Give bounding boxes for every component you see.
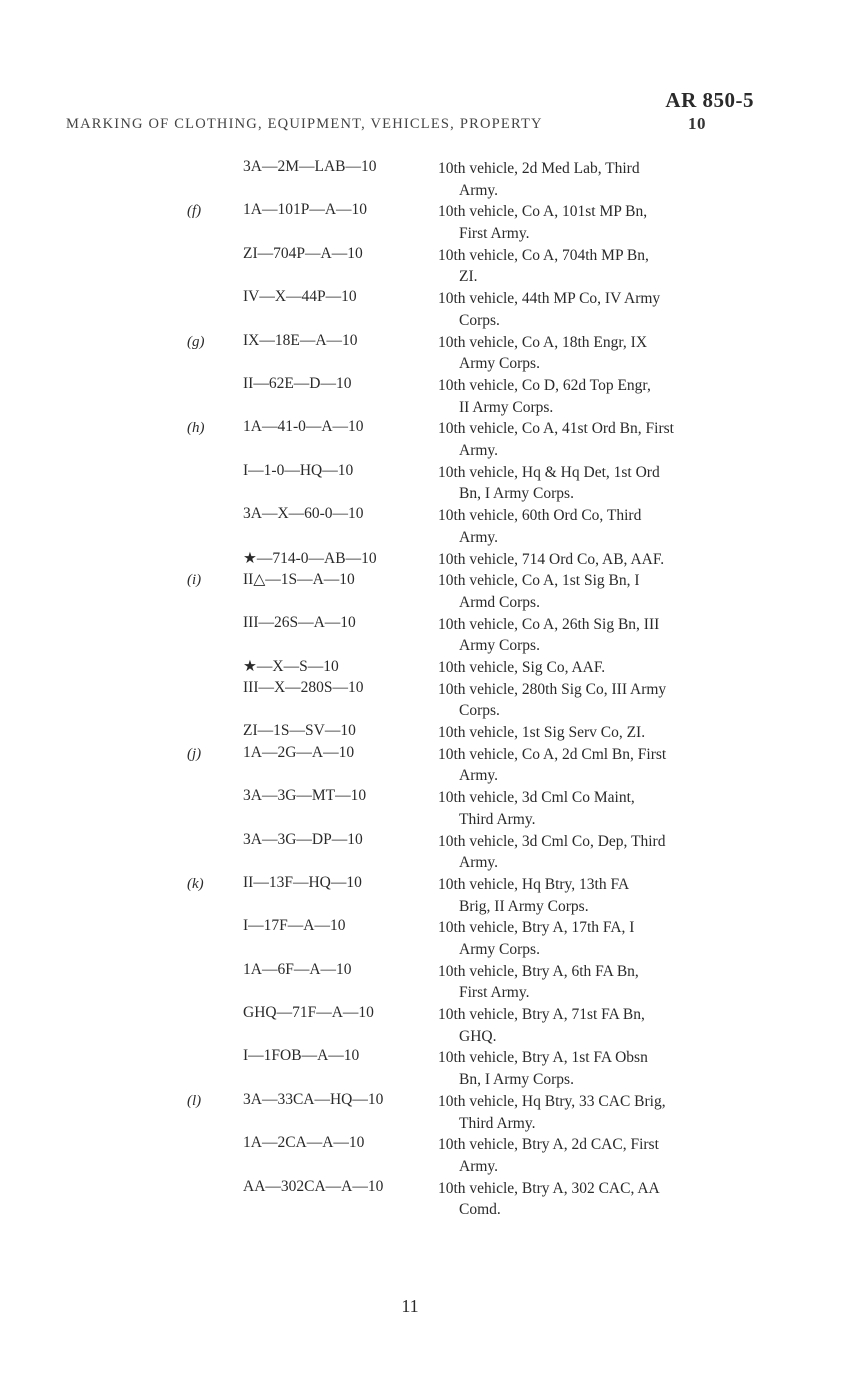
entry-row [0, 961, 850, 1004]
marking-description [438, 1047, 760, 1090]
vehicle-marking-code: GHQ—71F—A—10 [243, 1004, 374, 1022]
entry-row [0, 570, 850, 613]
vehicle-marking-code: I—1FOB—A—10 [243, 1047, 360, 1065]
description-line-2: Corps. [459, 702, 500, 720]
description-line-1: 10th vehicle, Sig Co, AAF. [438, 658, 606, 676]
description-line-2: Army. [459, 1157, 499, 1175]
entry-row [0, 874, 850, 917]
subparagraph-letter: (k) [187, 875, 204, 892]
entry-row [0, 288, 850, 331]
description-line-1: 10th vehicle, Co A, 18th Engr, IX [438, 333, 648, 351]
description-line-1: 10th vehicle, 2d Med Lab, Third [438, 160, 640, 177]
vehicle-marking-code: IX—18E—A—10 [243, 331, 358, 349]
entry-row [0, 744, 850, 787]
page-number: 11 [401, 1296, 419, 1316]
description-line-2: Army Corps. [459, 941, 540, 959]
description-line-2: Army. [459, 767, 499, 785]
entry-row [0, 462, 850, 505]
description-line-2: Third Army. [459, 1114, 536, 1132]
marking-description [438, 245, 760, 288]
description-line-2: Army. [459, 442, 499, 460]
description-line-2: Army Corps. [459, 355, 540, 373]
description-line-1: 10th vehicle, Co A, 101st MP Bn, [438, 203, 648, 221]
marking-description [438, 1004, 760, 1047]
marking-description [438, 831, 760, 874]
description-line-1: 10th vehicle, Hq Btry, 13th FA [438, 875, 630, 893]
entry-row [0, 158, 850, 201]
section-number: 10 [688, 114, 706, 133]
marking-description [438, 570, 760, 613]
entry-row [0, 1004, 850, 1047]
marking-description [438, 744, 760, 787]
marking-description [438, 158, 760, 201]
vehicle-marking-code: II△—1S—A—10 [243, 571, 355, 589]
marking-description [438, 201, 760, 244]
description-line-1: 10th vehicle, Btry A, 302 CAC, AA [438, 1179, 660, 1197]
description-line-2: II Army Corps. [459, 398, 554, 416]
vehicle-marking-code: 3A—3G—MT—10 [243, 787, 367, 805]
entry-list [0, 158, 850, 1221]
marking-description [438, 288, 760, 331]
entry-row [0, 614, 850, 657]
marking-description [438, 332, 760, 375]
vehicle-marking-code: ★—714-0—AB—10 [243, 549, 377, 567]
description-line-1: 10th vehicle, Btry A, 1st FA Obsn [438, 1049, 648, 1067]
description-line-2: Army. [459, 181, 499, 199]
description-line-2: Army. [459, 528, 499, 546]
marking-description [438, 505, 760, 548]
running-title: MARKING OF CLOTHING, EQUIPMENT, VEHICLES, PROPERTY [66, 116, 543, 132]
marking-description [438, 874, 760, 917]
entry-row [0, 1178, 850, 1221]
entry-row [0, 917, 850, 960]
description-line-2: GHQ. [459, 1027, 497, 1045]
description-line-1: 10th vehicle, 3d Cml Co, Dep, Third [438, 832, 666, 850]
marking-description [438, 1091, 760, 1134]
subparagraph-letter: (i) [187, 572, 202, 589]
subparagraph-letter: (j) [187, 745, 202, 762]
vehicle-marking-code: AA—302CA—A—10 [243, 1177, 384, 1195]
description-line-1: 10th vehicle, 60th Ord Co, Third [438, 507, 642, 525]
description-line-1: 10th vehicle, Btry A, 2d CAC, First [438, 1136, 659, 1154]
vehicle-marking-code: 3A—2M—LAB—10 [243, 158, 377, 175]
vehicle-marking-code: 1A—6F—A—10 [243, 960, 352, 978]
vehicle-marking-code: ZI—704P—A—10 [243, 244, 363, 262]
vehicle-marking-code: 3A—X—60-0—10 [243, 505, 364, 523]
vehicle-marking-code: III—X—280S—10 [243, 678, 364, 696]
marking-description [438, 917, 760, 960]
entry-row [0, 245, 850, 288]
description-line-2: Army Corps. [459, 637, 540, 655]
vehicle-marking-code: II—62E—D—10 [243, 374, 352, 392]
subparagraph-letter: (l) [187, 1092, 202, 1109]
entry-row [0, 657, 850, 679]
marking-description [438, 961, 760, 1004]
vehicle-marking-code: 1A—101P—A—10 [243, 201, 368, 219]
vehicle-marking-code: 1A—41-0—A—10 [243, 418, 364, 436]
description-line-2: Corps. [459, 311, 500, 329]
marking-description [438, 614, 760, 657]
entry-row [0, 201, 850, 244]
description-line-2: Brig, II Army Corps. [459, 897, 589, 915]
description-line-2: Armd Corps. [459, 593, 540, 611]
entry-row [0, 505, 850, 548]
entry-row [0, 375, 850, 418]
vehicle-marking-code: 3A—33CA—HQ—10 [243, 1090, 384, 1108]
marking-description [438, 1178, 760, 1221]
description-line-1: 10th vehicle, 3d Cml Co Maint, [438, 789, 635, 807]
vehicle-marking-code: II—13F—HQ—10 [243, 873, 362, 891]
marking-description [438, 679, 760, 722]
description-line-1: 10th vehicle, Co A, 704th MP Bn, [438, 246, 649, 264]
description-line-2: Army. [459, 854, 499, 872]
description-line-1: 10th vehicle, 1st Sig Serv Co, ZI. [438, 724, 646, 742]
marking-description [438, 1134, 760, 1177]
description-line-2: First Army. [459, 984, 530, 1002]
description-line-2: Comd. [459, 1201, 501, 1219]
subparagraph-letter: (h) [187, 420, 205, 437]
entry-row [0, 549, 850, 571]
entry-row [0, 831, 850, 874]
entry-row [0, 722, 850, 744]
document-id: AR 850-5 [665, 88, 754, 112]
subparagraph-letter: (g) [187, 333, 205, 350]
description-line-2: First Army. [459, 225, 530, 243]
entry-row [0, 332, 850, 375]
description-line-1: 10th vehicle, 44th MP Co, IV Army [438, 290, 661, 308]
description-line-1: 10th vehicle, Hq Btry, 33 CAC Brig, [438, 1092, 666, 1110]
marking-description [438, 375, 760, 418]
vehicle-marking-code: ZI—1S—SV—10 [243, 722, 356, 740]
description-line-2: Bn, I Army Corps. [459, 1071, 574, 1089]
entry-row [0, 1091, 850, 1134]
marking-description [438, 657, 760, 679]
subparagraph-letter: (f) [187, 203, 202, 220]
description-line-2: ZI. [459, 268, 478, 286]
running-head [66, 114, 706, 133]
marking-description [438, 462, 760, 505]
description-line-1: 10th vehicle, 714 Ord Co, AB, AAF. [438, 550, 665, 568]
description-line-1: 10th vehicle, Co A, 1st Sig Bn, I [438, 572, 640, 590]
vehicle-marking-code: 1A—2CA—A—10 [243, 1134, 365, 1152]
description-line-1: 10th vehicle, 280th Sig Co, III Army [438, 680, 667, 698]
description-line-2: Bn, I Army Corps. [459, 485, 574, 503]
vehicle-marking-code: 1A—2G—A—10 [243, 743, 355, 761]
description-line-1: 10th vehicle, Btry A, 6th FA Bn, [438, 962, 639, 980]
vehicle-marking-code: III—26S—A—10 [243, 613, 356, 631]
entry-row [0, 418, 850, 461]
entry-row [0, 1047, 850, 1090]
marking-description [438, 722, 760, 744]
vehicle-marking-code: 3A—3G—DP—10 [243, 830, 363, 848]
description-line-1: 10th vehicle, Co D, 62d Top Engr, [438, 376, 651, 394]
marking-description [438, 787, 760, 830]
description-line-1: 10th vehicle, Co A, 2d Cml Bn, First [438, 745, 667, 763]
marking-description [438, 549, 760, 571]
description-line-1: 10th vehicle, Hq & Hq Det, 1st Ord [438, 463, 660, 481]
description-line-1: 10th vehicle, Btry A, 71st FA Bn, [438, 1006, 645, 1024]
entry-row [0, 787, 850, 830]
vehicle-marking-code: I—17F—A—10 [243, 917, 346, 935]
description-line-2: Third Army. [459, 810, 536, 828]
entry-row [0, 1134, 850, 1177]
vehicle-marking-code: I—1-0—HQ—10 [243, 461, 354, 479]
description-line-1: 10th vehicle, Btry A, 17th FA, I [438, 919, 635, 937]
vehicle-marking-code: IV—X—44P—10 [243, 288, 357, 306]
entry-row [0, 679, 850, 722]
marking-description [438, 418, 760, 461]
description-line-1: 10th vehicle, Co A, 41st Ord Bn, First [438, 420, 674, 438]
description-line-1: 10th vehicle, Co A, 26th Sig Bn, III [438, 615, 660, 633]
vehicle-marking-code: ★—X—S—10 [243, 657, 339, 675]
